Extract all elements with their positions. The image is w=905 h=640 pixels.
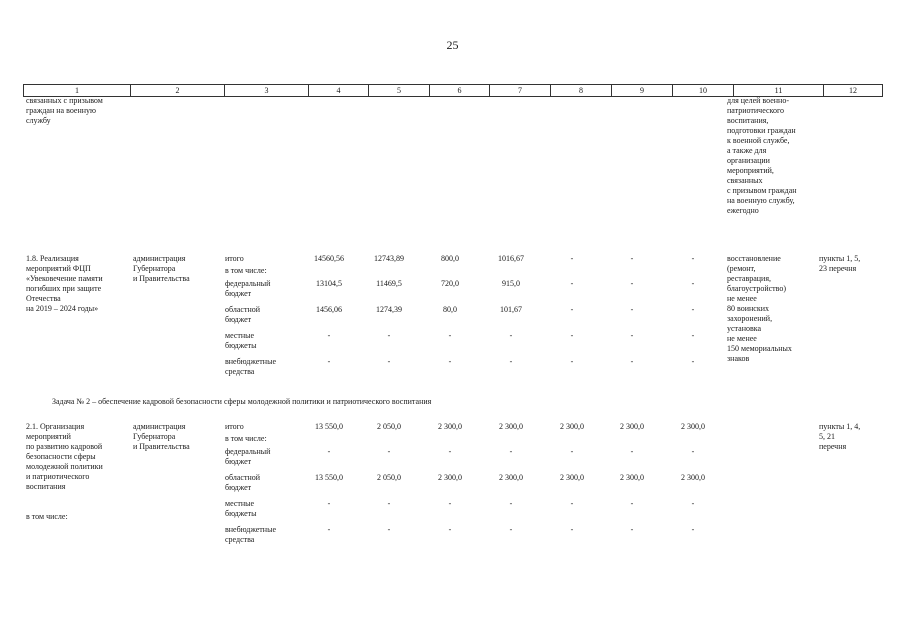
funding-value: 2 300,0 <box>438 422 462 431</box>
funding-value: - <box>630 254 634 263</box>
funding-value: - <box>448 525 452 534</box>
row-1-8-reference: пункты 1, 5, 23 перечня <box>819 254 861 273</box>
row-1-8-executor: администрация Губернатора и Правительства <box>133 254 190 283</box>
funding-value: 2 300,0 <box>499 473 523 482</box>
funding-value: - <box>448 447 452 456</box>
funding-value: - <box>570 279 574 288</box>
funding-source-label: областной бюджет <box>225 305 261 324</box>
row-1-8-result: восстановление (ремонт, реставрация, благоустройство) не менее 80 воинских захоронений, установка не менее 150 мемориальных знаков <box>727 254 792 363</box>
funding-value: 14560,56 <box>314 254 344 263</box>
funding-value: - <box>509 447 513 456</box>
header-col-1: 1 <box>23 85 130 96</box>
funding-value: - <box>570 525 574 534</box>
funding-value: - <box>691 499 695 508</box>
funding-value: 1016,67 <box>498 254 524 263</box>
funding-value: 2 300,0 <box>620 473 644 482</box>
funding-value: - <box>570 357 574 366</box>
header-col-12: 12 <box>823 85 883 96</box>
funding-value: 2 300,0 <box>560 422 584 431</box>
row-1-8-name: 1.8. Реализация мероприятий ФЦП «Увековечение памяти погибших при защите Отечества на 2019 – 2024 годы» <box>26 254 103 313</box>
funding-value: - <box>570 305 574 314</box>
funding-value: - <box>691 447 695 456</box>
funding-value: - <box>327 499 331 508</box>
funding-value: 1456,06 <box>316 305 342 314</box>
funding-value: 1274,39 <box>376 305 402 314</box>
header-col-2: 2 <box>130 85 224 96</box>
funding-value: - <box>630 279 634 288</box>
funding-value: 915,0 <box>502 279 520 288</box>
funding-source-label: в том числе: <box>225 266 267 275</box>
funding-value: - <box>327 447 331 456</box>
funding-value: 13 550,0 <box>315 422 343 431</box>
funding-value: - <box>387 499 391 508</box>
header-col-6: 6 <box>429 85 489 96</box>
funding-value: 2 300,0 <box>620 422 644 431</box>
funding-value: - <box>691 331 695 340</box>
header-col-8: 8 <box>550 85 611 96</box>
funding-value: - <box>509 331 513 340</box>
funding-source-label: местные бюджеты <box>225 331 257 350</box>
task-2-heading: Задача № 2 – обеспечение кадровой безопасности сферы молодежной политики и патриотического воспитания <box>52 397 432 406</box>
funding-value: - <box>448 357 452 366</box>
funding-value: - <box>691 254 695 263</box>
header-col-4: 4 <box>308 85 368 96</box>
header-col-3: 3 <box>224 85 308 96</box>
funding-source-label: областной бюджет <box>225 473 261 492</box>
funding-source-label: местные бюджеты <box>225 499 257 518</box>
funding-value: 720,0 <box>441 279 459 288</box>
funding-value: - <box>327 525 331 534</box>
funding-value: - <box>570 254 574 263</box>
funding-value: - <box>630 331 634 340</box>
row-2-1-name-sub: в том числе: <box>26 512 68 521</box>
funding-value: - <box>327 357 331 366</box>
funding-value: 101,67 <box>500 305 522 314</box>
funding-source-label: итого <box>225 422 244 431</box>
row-2-1-reference: пункты 1, 4, 5, 21 перечня <box>819 422 861 451</box>
funding-value: 12743,89 <box>374 254 404 263</box>
continuation-result: для целей военно- патриотического воспитания, подготовки граждан к военной службе, а также для организации мероприятий, связанных с призывом граждан на военную службу, ежегодно <box>727 96 797 215</box>
funding-value: - <box>327 331 331 340</box>
continuation-name: связанных с призывом граждан на военную службу <box>26 96 103 125</box>
funding-value: - <box>448 331 452 340</box>
header-col-11: 11 <box>733 85 823 96</box>
page-number: 25 <box>446 38 459 52</box>
funding-value: 80,0 <box>443 305 457 314</box>
funding-value: - <box>691 357 695 366</box>
funding-value: 2 300,0 <box>681 422 705 431</box>
funding-value: 800,0 <box>441 254 459 263</box>
funding-value: 2 300,0 <box>438 473 462 482</box>
funding-value: - <box>570 499 574 508</box>
header-col-5: 5 <box>368 85 429 96</box>
header-col-10: 10 <box>672 85 733 96</box>
funding-value: - <box>691 525 695 534</box>
funding-value: - <box>509 525 513 534</box>
funding-value: 13104,5 <box>316 279 342 288</box>
row-2-1-name: 2.1. Организация мероприятий по развитию кадровой безопасности сферы молодежной политики и патриотического воспитания <box>26 422 103 491</box>
header-col-9: 9 <box>611 85 672 96</box>
funding-value: 2 050,0 <box>377 473 401 482</box>
funding-value: - <box>630 447 634 456</box>
funding-value: - <box>691 279 695 288</box>
funding-value: - <box>448 499 452 508</box>
funding-source-label: внебюджетные средства <box>225 525 276 544</box>
funding-value: 2 300,0 <box>681 473 705 482</box>
funding-value: - <box>387 331 391 340</box>
funding-value: - <box>630 357 634 366</box>
funding-value: 13 550,0 <box>315 473 343 482</box>
funding-value: - <box>630 305 634 314</box>
funding-value: - <box>570 331 574 340</box>
funding-value: 2 300,0 <box>560 473 584 482</box>
funding-value: - <box>630 525 634 534</box>
funding-value: - <box>387 357 391 366</box>
funding-value: - <box>630 499 634 508</box>
funding-source-label: внебюджетные средства <box>225 357 276 376</box>
funding-value: 2 050,0 <box>377 422 401 431</box>
funding-value: - <box>509 357 513 366</box>
header-col-7: 7 <box>489 85 550 96</box>
funding-source-label: итого <box>225 254 244 263</box>
funding-value: 11469,5 <box>376 279 402 288</box>
funding-source-label: федеральный бюджет <box>225 279 271 298</box>
funding-value: - <box>387 447 391 456</box>
funding-source-label: федеральный бюджет <box>225 447 271 466</box>
funding-source-label: в том числе: <box>225 434 267 443</box>
funding-value: - <box>570 447 574 456</box>
funding-value: 2 300,0 <box>499 422 523 431</box>
funding-value: - <box>509 499 513 508</box>
funding-value: - <box>387 525 391 534</box>
funding-value: - <box>691 305 695 314</box>
row-2-1-executor: администрация Губернатора и Правительства <box>133 422 190 451</box>
